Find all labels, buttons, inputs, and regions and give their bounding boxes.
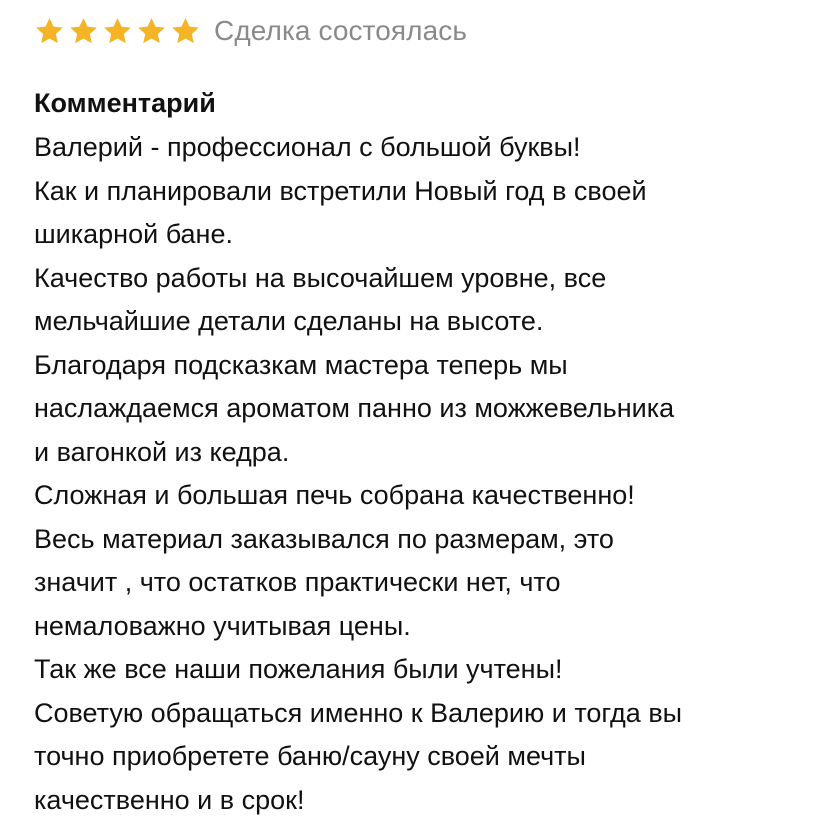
- comment-line: точно приобретете баню/сауну своей мечты: [34, 741, 586, 771]
- comment-line: Советую обращаться именно к Валерию и тогда вы: [34, 697, 683, 728]
- rating-row: [34, 12, 814, 50]
- comment-text: [34, 126, 814, 822]
- comment-line: и вагонкой из кедра.: [34, 436, 290, 467]
- review-card: [34, 12, 814, 822]
- comment-line: Как и планировали встретили Новый год в своей: [34, 175, 647, 206]
- comment-line: Весь материал заказывался по размерам, это: [34, 523, 614, 554]
- comment-line: значит , что остатков практически нет, что: [34, 567, 561, 597]
- comment-line: качественно и в срок!: [34, 784, 305, 815]
- star-icon: [102, 16, 133, 47]
- comment-line: шикарной бане.: [34, 219, 233, 249]
- comment-line: Благодаря подсказкам мастера теперь мы: [34, 349, 568, 380]
- comment-line: Валерий - профессионал с большой буквы!: [34, 132, 581, 162]
- comment-line: Качество работы на высочайшем уровне, все: [34, 262, 607, 293]
- comment-line: Так же все наши пожелания были учтены!: [34, 654, 563, 684]
- comment-heading: Комментарий: [34, 88, 216, 118]
- star-icon: [34, 16, 65, 47]
- comment-line: немаловажно учитывая цены.: [34, 610, 411, 641]
- star-icon: [68, 16, 99, 47]
- star-icon: [170, 16, 201, 47]
- comment-line: Сложная и большая печь собрана качественно!: [34, 480, 635, 510]
- star-rating: [34, 16, 201, 47]
- star-icon: [136, 16, 167, 47]
- comment-line: наслаждаемся ароматом панно из можжевельника: [34, 393, 675, 423]
- deal-status-text: Сделка состоялась: [214, 15, 468, 46]
- comment-line: мельчайшие детали сделаны на высоте.: [34, 306, 544, 336]
